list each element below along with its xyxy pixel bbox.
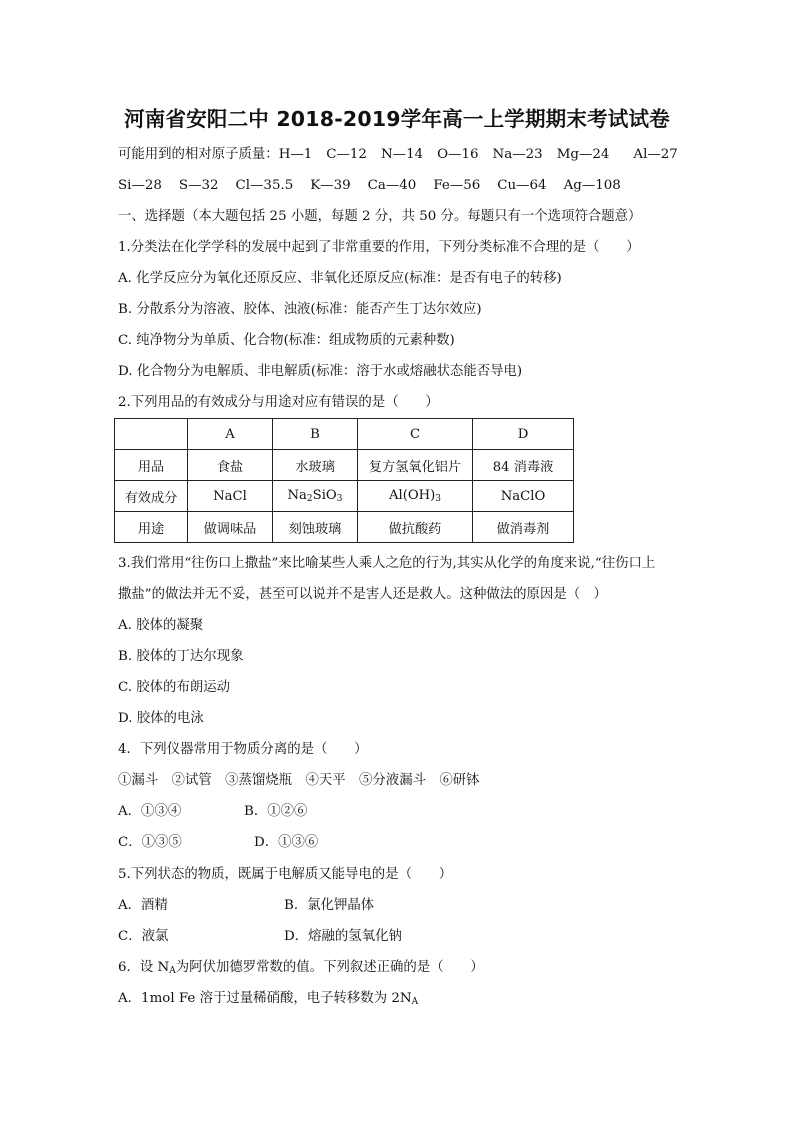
question-2-table — [114, 418, 574, 543]
table-cell: NaCl — [188, 481, 273, 512]
atomic-mass-item: Ca—40 — [367, 178, 417, 193]
question-1-stem: 1.分类法在化学学科的发展中起到了非常重要的作用，下列分类标准不合理的是（ ） — [118, 240, 640, 255]
question-4-option-c: C．①③⑤ — [118, 835, 182, 850]
question-3-option-d: D. 胶体的电泳 — [118, 711, 204, 726]
question-6-stem — [118, 959, 484, 980]
table-row — [115, 450, 574, 481]
table-cell: C — [358, 419, 473, 450]
table-cell: 水玻璃 — [273, 450, 358, 481]
text-part: 为阿伏加德罗常数的值。下列叙述正确的是（ ） — [175, 960, 484, 975]
table-cell: 有效成分 — [115, 481, 188, 512]
question-1-option-b: B. 分散系分为溶液、胶体、浊液(标准：能否产生丁达尔效应) — [118, 302, 482, 317]
atomic-mass-item: S—32 — [178, 178, 219, 193]
atomic-mass-item: Cu—64 — [497, 178, 547, 193]
table-cell: 复方氢氧化铝片 — [358, 450, 473, 481]
atomic-mass-item: Fe—56 — [433, 178, 481, 193]
atomic-mass-item: K—39 — [310, 178, 351, 193]
question-3-stem-line-1: 3.我们常用“往伤口上撒盐”来比喻某些人乘人之危的行为,其实从化学的角度来说,“往伤口上 — [118, 556, 656, 571]
question-5-option-d: D．熔融的氢氧化钠 — [284, 929, 402, 944]
atomic-mass-item: N—14 — [380, 147, 424, 162]
question-1-option-a: A. 化学反应分为氧化还原反应、非氧化还原反应(标准：是否有电子的转移) — [118, 271, 562, 286]
table-cell: 用品 — [115, 450, 188, 481]
question-4-option-a: A．①③④ — [118, 804, 182, 819]
formula-part: SiO — [312, 488, 337, 503]
subscript: A — [169, 966, 176, 976]
atomic-mass-item: Mg—24 — [556, 147, 610, 162]
atomic-mass-item: Ag—108 — [563, 178, 621, 193]
table-cell-formula — [358, 481, 473, 512]
atomic-mass-item: Cl—35.5 — [235, 178, 294, 193]
question-4-stem: 4．下列仪器常用于物质分离的是（ ） — [118, 742, 368, 757]
table-cell: 用途 — [115, 512, 188, 543]
question-2-stem: 2.下列用品的有效成分与用途对应有错误的是（ ） — [118, 395, 439, 410]
question-3-option-c: C. 胶体的布朗运动 — [118, 680, 231, 695]
question-6-option-a — [118, 990, 418, 1011]
text-part: 6．设 N — [118, 960, 170, 975]
question-5-option-a: A．酒精 — [118, 898, 168, 913]
table-row — [115, 512, 574, 543]
atomic-mass-item: H—1 — [278, 147, 313, 162]
atomic-mass-label: 可能用到的相对原子质量： — [118, 147, 279, 162]
subscript: A — [411, 997, 419, 1007]
atomic-mass-row-2 — [118, 177, 638, 195]
table-cell: 食盐 — [188, 450, 273, 481]
formula-subscript: 3 — [435, 494, 442, 504]
table-cell: 刻蚀玻璃 — [273, 512, 358, 543]
table-cell: 做抗酸药 — [358, 512, 473, 543]
atomic-mass-item: Na—23 — [492, 147, 543, 162]
formula-part: Na — [287, 488, 307, 503]
table-cell: D — [473, 419, 574, 450]
question-3-option-a: A. 胶体的凝聚 — [118, 618, 204, 633]
question-5-stem: 5.下列状态的物质，既属于电解质又能导电的是（ ） — [118, 867, 453, 882]
question-4-items: ①漏斗 ②试管 ③蒸馏烧瓶 ④天平 ⑤分液漏斗 ⑥研钵 — [118, 773, 480, 788]
atomic-mass-item: Si—28 — [118, 178, 162, 193]
question-3-stem-line-2: 撒盐”的做法并无不妥，甚至可以说并不是害人还是救人。这种做法的原因是（ ） — [118, 587, 607, 602]
question-5-option-b: B．氯化钾晶体 — [284, 898, 375, 913]
formula-part: Al(OH) — [388, 488, 436, 503]
atomic-mass-item: Al—27 — [633, 147, 678, 162]
table-cell: A — [188, 419, 273, 450]
table-row — [115, 419, 574, 450]
question-1-option-d: D. 化合物分为电解质、非电解质(标准：溶于水或熔融状态能否导电) — [118, 364, 523, 379]
atomic-mass-item: C—12 — [326, 147, 367, 162]
table-cell: 84 消毒液 — [473, 450, 574, 481]
table-cell: 做消毒剂 — [473, 512, 574, 543]
question-1-option-c: C. 纯净物分为单质、化合物(标准：组成物质的元素种数) — [118, 333, 455, 348]
question-5-option-c: C．液氯 — [118, 929, 169, 944]
question-3-option-b: B. 胶体的丁达尔现象 — [118, 649, 244, 664]
table-cell: 做调味品 — [188, 512, 273, 543]
atomic-mass-item: O—16 — [437, 147, 479, 162]
question-4-option-b: B．①②⑥ — [244, 804, 308, 819]
table-cell-formula — [273, 481, 358, 512]
table-cell: B — [273, 419, 358, 450]
page-title: 河南省安阳二中 2018-2019学年高一上学期期末考试试卷 — [124, 107, 670, 131]
question-4-option-d: D．①③⑥ — [254, 835, 319, 850]
table-cell: NaClO — [473, 481, 574, 512]
formula-subscript: 3 — [336, 494, 343, 504]
atomic-mass-row-1 — [118, 146, 678, 164]
formula-subscript: 2 — [306, 494, 313, 504]
table-row — [115, 481, 574, 512]
text-part: A．1mol Fe 溶于过量稀硝酸，电子转移数为 2N — [118, 991, 412, 1006]
section-heading: 一、选择题（本大题包括 25 小题，每题 2 分，共 50 分。每题只有一个选项符合题意） — [118, 209, 642, 224]
table-cell — [115, 419, 188, 450]
